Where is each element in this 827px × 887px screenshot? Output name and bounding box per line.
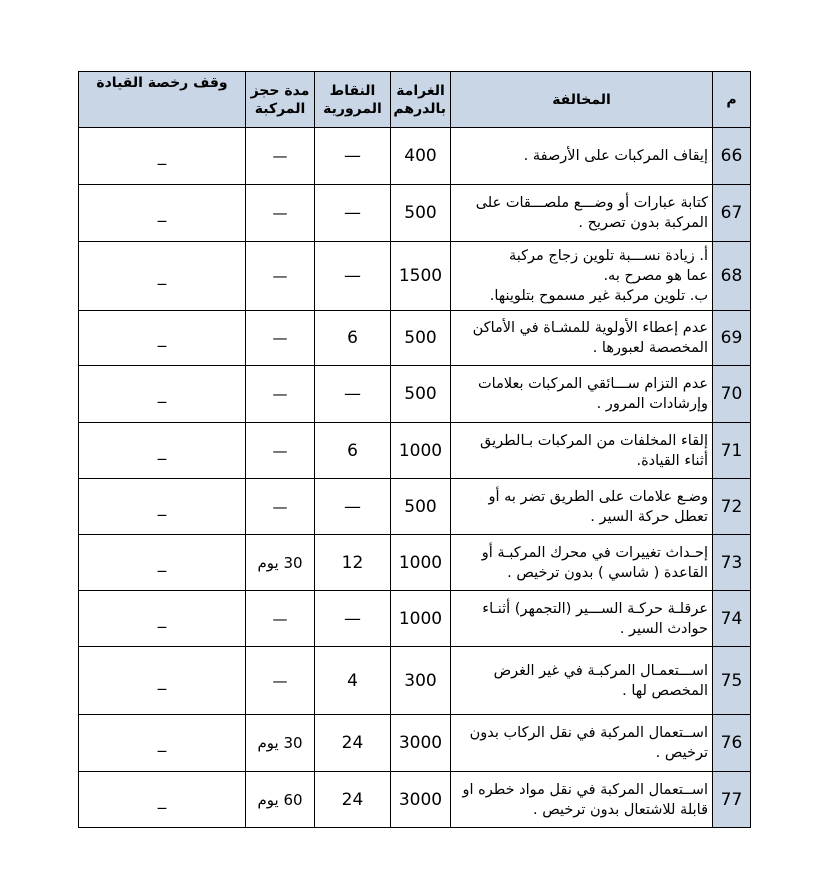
cell-num: 75 [713,647,751,715]
violation-line: اســتعمال المركبة في نقل الركاب بدون [469,725,708,741]
cell-points: 12 [315,535,391,591]
cell-impound: — [246,366,315,423]
table-row [79,647,751,715]
violation-line: أثناء القيادة. [636,452,708,469]
cell-violation [451,242,713,311]
cell-fine: 500 [391,479,451,535]
table-row [79,591,751,647]
violation-line: اســـتعمـال المركبـة في غير الغرض [493,662,708,679]
cell-license: _ [79,535,246,591]
cell-num: 68 [713,242,751,311]
cell-fine: 500 [391,366,451,423]
cell-license: _ [79,366,246,423]
violation-line: عما هو مصرح به. [603,268,708,284]
header-impound: مدة حجز المركبة [246,72,315,128]
header-fine: الغرامة بالدرهم [391,72,451,128]
cell-num: 72 [713,479,751,535]
cell-license: _ [79,128,246,185]
cell-impound: — [246,647,315,715]
cell-fine: 400 [391,128,451,185]
table-row [79,715,751,772]
violation-line: ترخيص . [655,745,708,761]
header-num: م [713,72,751,128]
cell-points: 6 [315,423,391,479]
violation-line: المخصصة لعبورها . [592,340,708,356]
cell-impound: 30 يوم [246,535,315,591]
cell-fine: 500 [391,185,451,242]
violation-line: كتابة عبارات أو وضـــع ملصـــقات على [475,195,708,211]
cell-license: _ [79,311,246,366]
violation-line: المخصص لها . [622,682,708,699]
cell-points: — [315,128,391,185]
table-row [79,128,751,185]
cell-fine: 1500 [391,242,451,311]
cell-violation [451,715,713,772]
cell-violation [451,185,713,242]
violation-line: إحـداث تغييرات في محرك المركبـة أو [481,544,708,561]
violation-line: إيقاف المركبات على الأرصفة . [523,148,708,164]
cell-license: _ [79,479,246,535]
cell-num: 73 [713,535,751,591]
table-row [79,185,751,242]
cell-fine: 1000 [391,535,451,591]
cell-num: 74 [713,591,751,647]
cell-num: 76 [713,715,751,772]
table-row [79,366,751,423]
violation-line: القاعدة ( شاسي ) بدون ترخيص . [507,564,708,581]
cell-violation [451,128,713,185]
violation-line: وضـع علامات على الطريق تضر به أو [488,488,708,505]
cell-license: _ [79,242,246,311]
cell-points: 4 [315,647,391,715]
cell-impound: 60 يوم [246,772,315,828]
header-points: النقاط المرورية [315,72,391,128]
cell-fine: 500 [391,311,451,366]
cell-points: — [315,366,391,423]
cell-num: 69 [713,311,751,366]
cell-license: _ [79,185,246,242]
cell-impound: — [246,242,315,311]
cell-num: 66 [713,128,751,185]
cell-impound: — [246,591,315,647]
header-violation: المخالفة [451,72,713,128]
cell-fine: 1000 [391,423,451,479]
header-row [79,72,751,128]
violations-table [78,71,751,828]
violation-line: عرقلـة حركـة الســـير (التجمهر) أثنـاء [482,600,708,617]
cell-impound: — [246,423,315,479]
cell-violation [451,772,713,828]
cell-impound: — [246,479,315,535]
cell-violation [451,535,713,591]
cell-license: _ [79,715,246,772]
violation-line: عدم إعطاء الأولوية للمشـاة في الأماكن [472,320,708,336]
cell-fine: 3000 [391,715,451,772]
cell-violation [451,591,713,647]
cell-num: 71 [713,423,751,479]
violation-line: أ. زيادة نســـبة تلوين زجاج مركبة [508,248,708,264]
cell-violation [451,311,713,366]
violation-line: حوادث السير . [619,620,708,637]
table-row [79,242,751,311]
violation-line: إلقاء المخلفات من المركبات بـالطريق [480,432,708,449]
cell-points: — [315,242,391,311]
violation-line: المركبة بدون تصريح . [578,215,708,231]
cell-impound: — [246,311,315,366]
cell-points: 24 [315,715,391,772]
cell-num: 67 [713,185,751,242]
cell-license: _ [79,647,246,715]
cell-fine: 1000 [391,591,451,647]
cell-violation [451,366,713,423]
cell-impound: — [246,185,315,242]
violation-line: عدم التزام ســـائقي المركبات بعلامات [478,376,708,392]
cell-points: 24 [315,772,391,828]
table-row [79,479,751,535]
violation-line: قابلة للاشتعال بدون ترخيص . [533,801,708,818]
cell-violation [451,479,713,535]
cell-violation [451,423,713,479]
violation-line: اســتعمال المركبة في نقل مواد خطره او [462,781,708,798]
cell-fine: 300 [391,647,451,715]
table-row [79,535,751,591]
cell-violation [451,647,713,715]
violation-line: تعطل حركة السير . [590,508,708,525]
cell-license: _ [79,772,246,828]
cell-points: — [315,479,391,535]
cell-impound: 30 يوم [246,715,315,772]
cell-fine: 3000 [391,772,451,828]
cell-impound: — [246,128,315,185]
cell-points: — [315,591,391,647]
table-row [79,423,751,479]
violation-line: ب. تلوين مركبة غير مسموح بتلوينها. [489,288,708,304]
table-row [79,772,751,828]
table-row [79,311,751,366]
cell-license: _ [79,591,246,647]
cell-num: 77 [713,772,751,828]
cell-points: — [315,185,391,242]
cell-num: 70 [713,366,751,423]
violation-line: وإرشادات المرور . [596,396,708,412]
cell-points: 6 [315,311,391,366]
cell-license: _ [79,423,246,479]
header-license: وقف رخصة القيادة [79,72,246,128]
